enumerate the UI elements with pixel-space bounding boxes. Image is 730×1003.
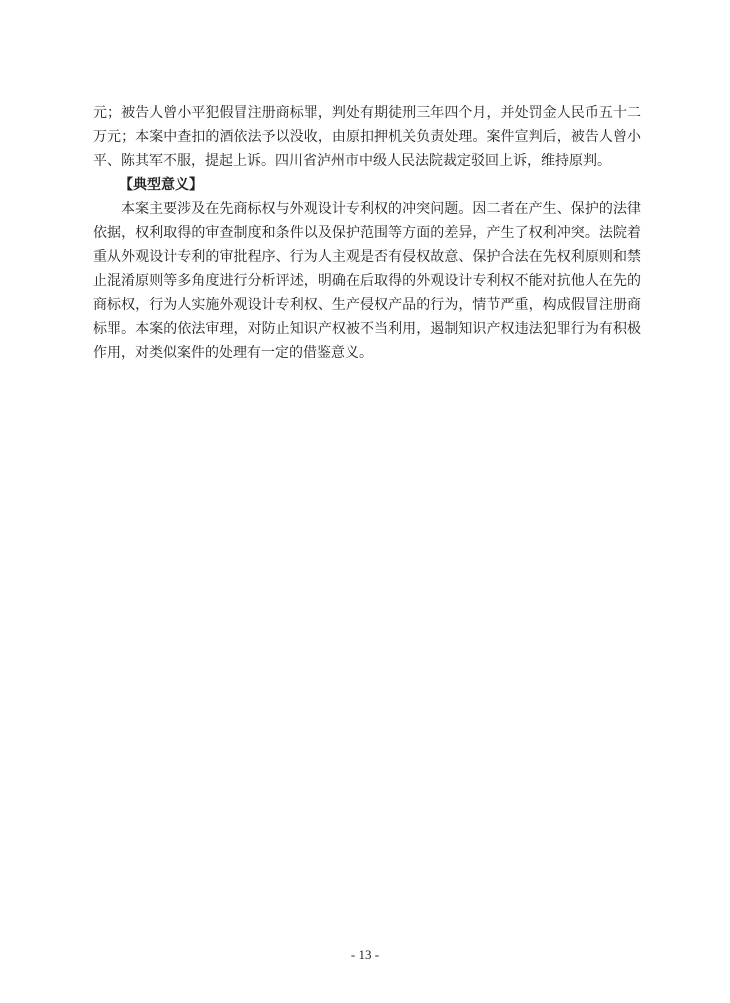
text-line: 依据，权利取得的审查制度和条件以及保护范围等方面的差异，产生了权利冲突。法院着 <box>93 225 641 241</box>
body-text <box>93 101 641 365</box>
paragraph-significance <box>93 197 641 365</box>
text-line: 本案主要涉及在先商标权与外观设计专利权的冲突问题。因二者在产生、保护的法律 <box>121 201 641 217</box>
text-line: 标罪。本案的依法审理，对防止知识产权被不当利用，遏制知识产权违法犯罪行为有积极 <box>93 321 641 337</box>
page-number: - 13 - <box>350 947 380 962</box>
text-line: 元；被告人曾小平犯假冒注册商标罪，判处有期徒刑三年四个月，并处罚金人民币五十二 <box>93 105 641 121</box>
text-line: 止混淆原则等多角度进行分析评述，明确在后取得的外观设计专利权不能对抗他人在先的 <box>93 273 641 289</box>
text-line: 平、陈其军不服，提起上诉。四川省泸州市中级人民法院裁定驳回上诉，维持原判。 <box>93 153 611 169</box>
text-line: 商标权，行为人实施外观设计专利权、生产侵权产品的行为，情节严重，构成假冒注册商 <box>93 297 641 313</box>
text-line: 作用，对类似案件的处理有一定的借鉴意义。 <box>93 345 373 361</box>
text-line: 重从外观设计专利的审批程序、行为人主观是否有侵权故意、保护合法在先权利原则和禁 <box>93 249 641 265</box>
paragraph-verdict <box>93 101 641 173</box>
text-line: 万元；本案中查扣的酒依法予以没收，由原扣押机关负责处理。案件宣判后，被告人曾小 <box>93 129 641 145</box>
section-heading: 【典型意义】 <box>119 177 203 193</box>
